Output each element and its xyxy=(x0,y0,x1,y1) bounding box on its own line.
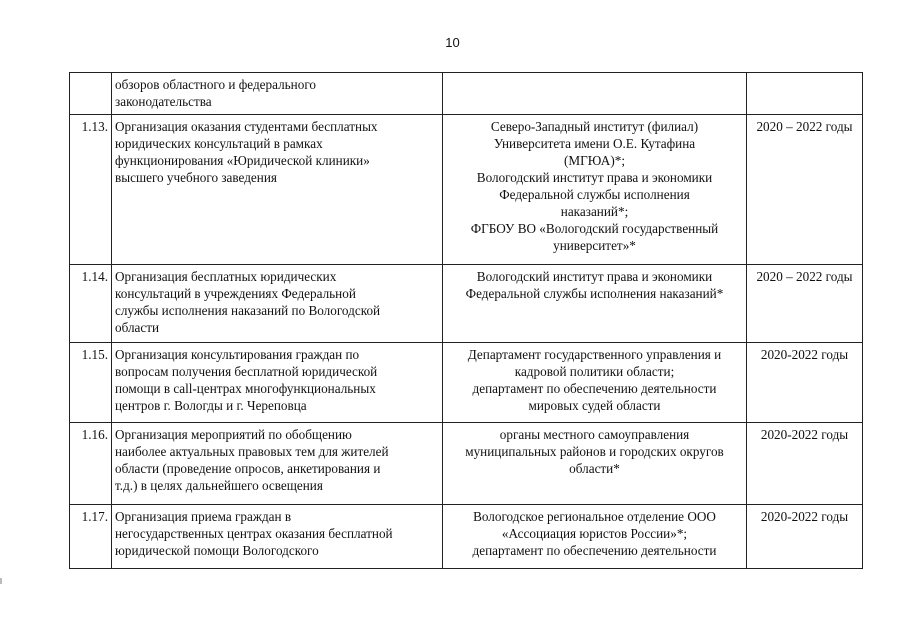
event-cell xyxy=(112,505,443,569)
row-number: 1.15. xyxy=(70,343,112,423)
event-line: юридической помощи Вологодского xyxy=(115,543,319,558)
event-line: законодательства xyxy=(115,94,212,109)
executor-line: «Ассоциация юристов России»*; xyxy=(501,526,688,541)
term-cell: 2020-2022 годы xyxy=(747,343,863,423)
executor-line: ФГБОУ ВО «Вологодский государственный xyxy=(470,221,719,236)
event-line: юридических консультаций в рамках xyxy=(115,136,323,151)
event-line: консультаций в учреждениях Федеральной xyxy=(115,286,356,301)
event-line: т.д.) в целях дальнейшего освещения xyxy=(115,478,323,493)
executor-line: (МГЮА)*; xyxy=(564,153,625,168)
event-cell xyxy=(112,343,443,423)
event-line: Организация бесплатных юридических xyxy=(115,269,337,284)
executor-line: Федеральной службы исполнения xyxy=(499,187,690,202)
event-line: негосударственных центрах оказания бесплатной xyxy=(115,526,393,541)
row-number: 1.13. xyxy=(70,115,112,265)
executor-line: муниципальных районов и городских округов xyxy=(465,444,724,459)
event-line: области (проведение опросов, анкетирования и xyxy=(115,461,381,476)
term-cell: 2020 – 2022 годы xyxy=(747,115,863,265)
page-number: 10 xyxy=(445,35,460,50)
executor-line: Вологодский институт права и экономики xyxy=(476,170,713,185)
executor-cell xyxy=(443,423,747,505)
executor-line: органы местного самоуправления xyxy=(499,427,690,442)
executor-cell xyxy=(443,265,747,343)
scan-edge-mark xyxy=(0,578,2,584)
executor-line: университет»* xyxy=(553,238,636,253)
executor-line: наказаний*; xyxy=(560,204,629,219)
row-number: 1.16. xyxy=(70,423,112,505)
event-line: высшего учебного заведения xyxy=(115,170,277,185)
event-line: наиболее актуальных правовых тем для жителей xyxy=(115,444,389,459)
executor-line: Федеральной службы исполнения наказаний* xyxy=(465,286,724,301)
executor-line: области* xyxy=(569,461,620,476)
event-line: Организация оказания студентами бесплатных xyxy=(115,119,378,134)
measures-table xyxy=(69,72,863,569)
event-line: вопросам получения бесплатной юридической xyxy=(115,364,378,379)
event-line: Организация приема граждан в xyxy=(115,509,292,524)
event-cell xyxy=(112,73,443,115)
executor-line: Вологодское региональное отделение ООО xyxy=(473,509,716,524)
event-cell xyxy=(112,423,443,505)
event-line: области xyxy=(115,320,160,335)
event-line: центров г. Вологды и г. Череповца xyxy=(115,398,307,413)
row-number: 1.17. xyxy=(70,505,112,569)
term-cell: 2020-2022 годы xyxy=(747,505,863,569)
executor-line: департамент по обеспечению деятельности xyxy=(472,381,717,396)
event-line: помощи в call-центрах многофункциональных xyxy=(115,381,376,396)
row-number: 1.14. xyxy=(70,265,112,343)
event-line: обзоров областного и федерального xyxy=(115,77,317,92)
term-cell: 2020 – 2022 годы xyxy=(747,265,863,343)
executor-line: Департамент государственного управления и xyxy=(467,347,722,362)
event-cell xyxy=(112,115,443,265)
table-row xyxy=(70,115,863,265)
executor-cell xyxy=(443,343,747,423)
executor-line: Университета имени О.Е. Кутафина xyxy=(493,136,696,151)
event-line: функционирования «Юридической клиники» xyxy=(115,153,370,168)
executor-cell xyxy=(443,505,747,569)
executor-line: департамент по обеспечению деятельности xyxy=(472,543,717,558)
table-row xyxy=(70,73,863,115)
table-row xyxy=(70,423,863,505)
executor-cell xyxy=(443,115,747,265)
measures-table-body xyxy=(70,73,863,569)
table-row xyxy=(70,343,863,423)
table-row xyxy=(70,265,863,343)
executor-line: мировых судей области xyxy=(528,398,661,413)
table-row xyxy=(70,505,863,569)
executor-cell xyxy=(443,73,747,115)
term-cell xyxy=(747,73,863,115)
event-line: Организация мероприятий по обобщению xyxy=(115,427,352,442)
term-cell: 2020-2022 годы xyxy=(747,423,863,505)
executor-line: Вологодский институт права и экономики xyxy=(476,269,713,284)
row-number xyxy=(70,73,112,115)
event-line: Организация консультирования граждан по xyxy=(115,347,360,362)
executor-line: кадровой политики области; xyxy=(514,364,675,379)
event-cell xyxy=(112,265,443,343)
event-line: службы исполнения наказаний по Вологодской xyxy=(115,303,381,318)
executor-line: Северо-Западный институт (филиал) xyxy=(490,119,699,134)
